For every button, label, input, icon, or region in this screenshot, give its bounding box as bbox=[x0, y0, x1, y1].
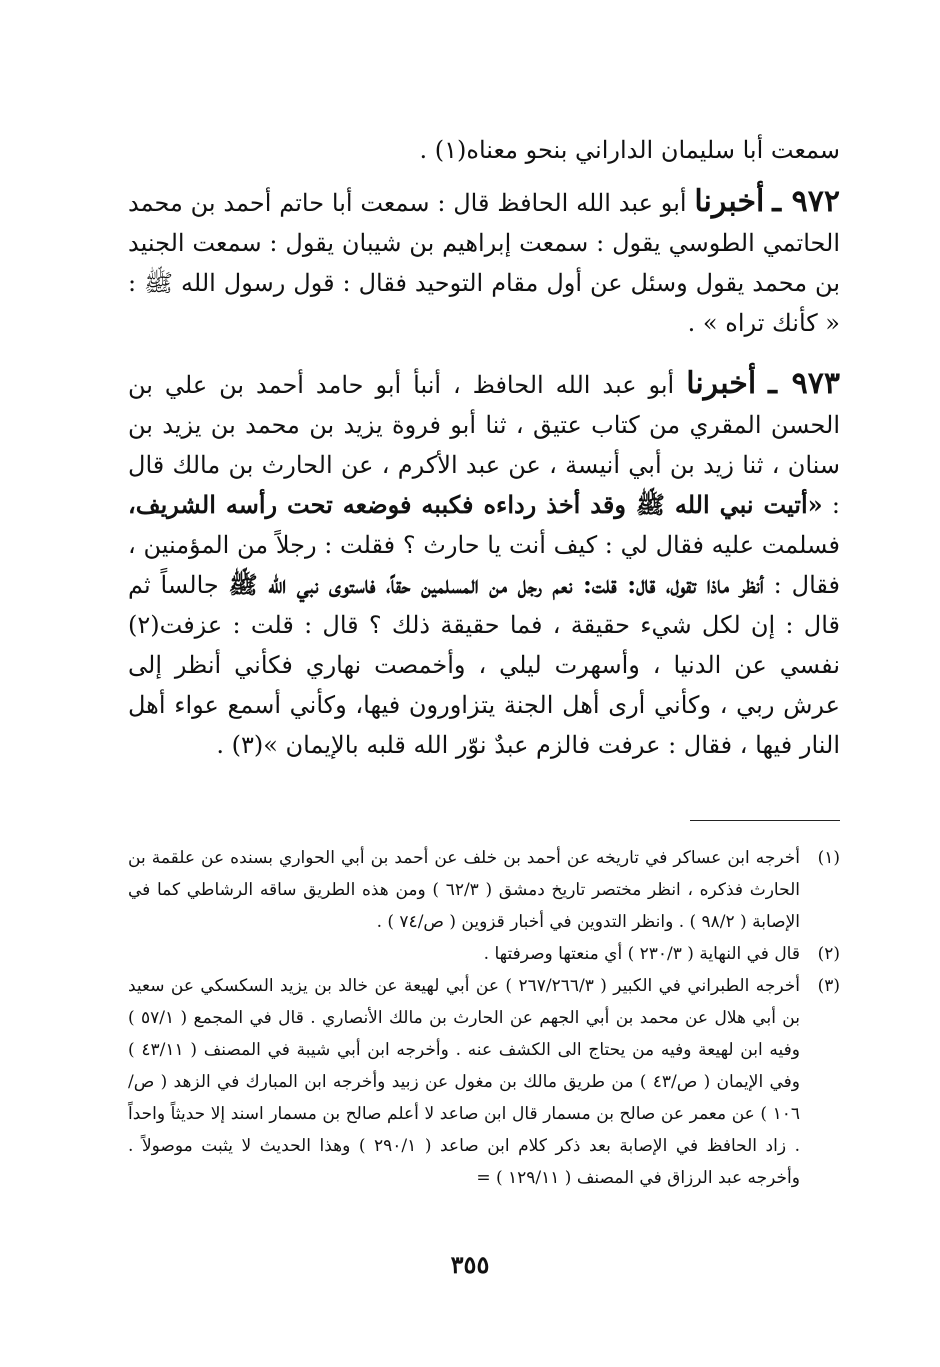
hadith-quote: جالساً ثم قال : إن لكل شيء حقيقة ، فما حقيقة ذلك ؟ قال : قلت : عزفت(٢) نفسي عن الدنيا ، وأسهرت ليلي ، وأخمصت نهاري فكأني أنظر إلى عرش ربي ، وكأني أرى أهل الجنة يتزاورون فيها، وكأني أسمع عواء أهل النار فيها ، فقال : عرفت فالزم عبدٌ نوّر الله قلبه بالإيمان »(٣) . bbox=[128, 571, 840, 759]
hadith-quote: أنظر ماذا تقول، قال: قلت: نعم رجل من المسلمين حقاً، فاستوى نبي الله ﷺ bbox=[228, 570, 764, 599]
footnote-number: (٢) bbox=[817, 944, 840, 964]
hadith-keyword: أخبرنا bbox=[694, 184, 765, 219]
footnote-text: قال في النهاية ( ٢٣٠/٣ ) أي منعتها وصرفتها . bbox=[483, 944, 800, 964]
footnote-text: أخرجه ابن عساكر في تاريخه عن أحمد بن خلف عن أحمد بن أبي الحواري بسنده عن علقمة بن الحارث فذكره ، انظر مختصر تاريخ دمشق ( ٦٢/٣ ) ومن هذه الطريق ساقه الرشاطي كما في الإصابة ( ٩٨/٢ ) . وانظر التدوين في أخبار قزوين ( ص/٧٤ ) . bbox=[128, 848, 800, 932]
hadith-text: أبو عبد الله الحافظ ، أنبأ أبو حامد أحمد بن علي بن الحسن المقري من كتاب عتيق ، ثنا أبو فروة يزيد بن محمد بن يزيد بن سنان ، ثنا زيد بن أبي أنيسة ، عن عبد الأكرم ، عن الحارث بن مالك قال : bbox=[128, 371, 840, 519]
hadith-number: ٩٧٢ ـ bbox=[772, 184, 840, 219]
continuation-line: سمعت أبا سليمان الداراني بنحو معناه(١) . bbox=[419, 136, 840, 164]
footnote-number: (٣) bbox=[817, 976, 840, 996]
footnote-2 bbox=[128, 938, 840, 970]
hadith-973 bbox=[128, 364, 840, 765]
footnote-3 bbox=[128, 970, 840, 1194]
hadith-972 bbox=[128, 182, 840, 343]
page-number: ٣٥٥ bbox=[450, 1250, 490, 1279]
footnote-number: (١) bbox=[817, 848, 840, 868]
hadith-quote: «أتيت نبي الله ﷺ وقد أخذ رداءه فكببه فوضعه تحت رأسه الشريف، bbox=[128, 490, 823, 519]
footnote-divider bbox=[690, 820, 840, 821]
hadith-quote: فسلمت عليه فقال لي : كيف أنت يا حارث ؟ فقلت : رجلاً من المؤمنين ، فقال : bbox=[128, 531, 840, 599]
hadith-text: أبو عبد الله الحافظ قال : سمعت أبا حاتم أحمد بن محمد الحاتمي الطوسي يقول : سمعت إبراهيم بن شيبان يقول : سمعت الجنيد بن محمد يقول وسئل عن أول مقام التوحيد فقال : قول رسول الله ﷺ : « كأنك تراه » . bbox=[128, 189, 840, 337]
footnote-text: أخرجه الطبراني في الكبير ( ٢٦٧/٢٦٦/٣ ) عن أبي لهيعة عن خالد بن يزيد السكسكي عن سعيد بن أبي هلال عن محمد بن أبي الجهم عن الحارث بن مالك الأنصاري . قال في المجمع ( ٥٧/١ ) وفيه ابن لهيعة وفيه من يحتاج الى الكشف عنه . وأخرجه ابن أبي شيبة في المصنف ( ٤٣/١١ ) وفي الإيمان ( ص/٤٣ ) من طريق مالك بن مغول عن زبيد وأخرجه ابن المبارك في الزهد ( ص/١٠٦ ) عن معمر عن صالح بن مسمار قال ابن صاعد لا أعلم صالح بن مسمار اسند إلا حديثاً واحداً . زاد الحافظ في الإصابة بعد ذكر كلام ابن صاعد ( ٢٩٠/١ ) وهذا الحديث لا يثبت موصولاً . وأخرجه عبد الرزاق في المصنف ( ١٢٩/١١ ) = bbox=[128, 976, 800, 1188]
footnote-1 bbox=[128, 842, 840, 938]
footnotes bbox=[128, 842, 840, 1194]
hadith-keyword: أخبرنا bbox=[686, 366, 757, 401]
hadith-number: ٩٧٣ ـ bbox=[768, 366, 841, 401]
